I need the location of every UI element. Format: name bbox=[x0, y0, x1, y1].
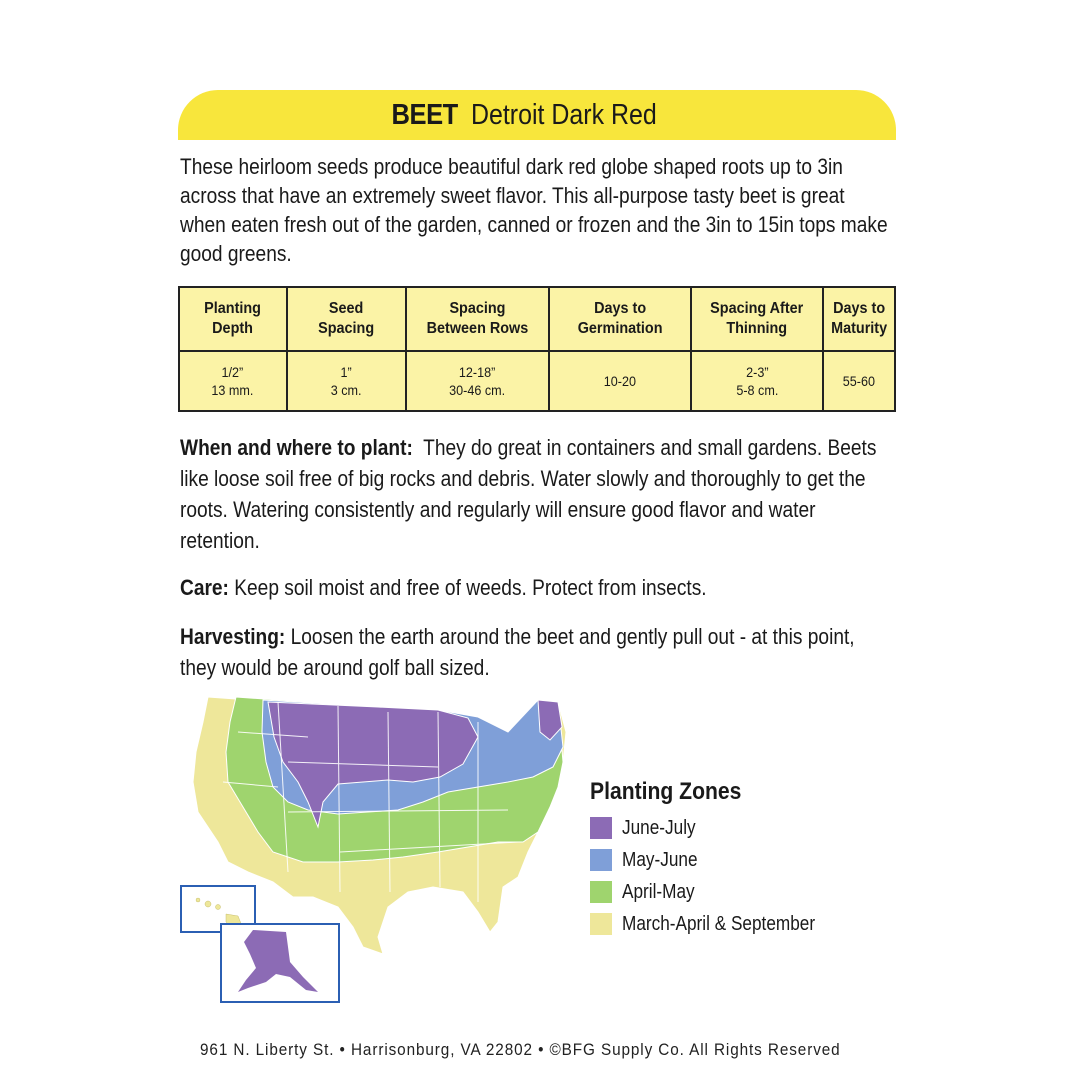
when-where-label: When and where to plant: bbox=[180, 435, 413, 460]
specs-value-cell: 1/2” 13 mm. bbox=[179, 351, 287, 411]
specs-value-cell: 2-3” 5-8 cm. bbox=[691, 351, 822, 411]
legend-item-june-july bbox=[590, 812, 890, 844]
legend-label: May-June bbox=[622, 848, 698, 871]
specs-value-row bbox=[179, 351, 895, 411]
planting-zone-map bbox=[178, 692, 598, 1004]
legend-item-april-may bbox=[590, 876, 890, 908]
specs-value-cell: 55-60 bbox=[823, 351, 895, 411]
care-section bbox=[180, 572, 893, 603]
specs-value-cell: 10-20 bbox=[549, 351, 691, 411]
us-map-graphic bbox=[178, 692, 598, 1004]
title-crop: BEET bbox=[391, 98, 459, 131]
legend-swatch bbox=[590, 849, 612, 871]
specs-header-cell: Planting Depth bbox=[179, 287, 287, 351]
care-label: Care: bbox=[180, 575, 229, 600]
specs-header-cell: Seed Spacing bbox=[287, 287, 406, 351]
legend-item-may-june bbox=[590, 844, 890, 876]
planting-specs-table bbox=[178, 286, 896, 412]
legend-swatch bbox=[590, 913, 612, 935]
title-banner bbox=[178, 90, 896, 140]
title-variety: Detroit Dark Red bbox=[470, 98, 657, 131]
harvesting-text: Loosen the earth around the beet and gently pull out - at this point, they would be around golf ball sized. bbox=[180, 624, 855, 680]
specs-header-row bbox=[179, 287, 895, 351]
legend-label: April-May bbox=[622, 880, 695, 903]
specs-header-cell: Spacing Between Rows bbox=[406, 287, 549, 351]
specs-header-cell: Spacing After Thinning bbox=[691, 287, 822, 351]
legend-label: June-July bbox=[622, 816, 696, 839]
intro-description: These heirloom seeds produce beautiful dark red globe shaped roots up to 3in across that have an extremely sweet flavor. This all-purpose tasty beet is great when eaten fresh out of the garden, canned or frozen and the 3in to 15in tops make good greens. bbox=[180, 154, 888, 266]
specs-header-cell: Days to Maturity bbox=[823, 287, 895, 351]
specs-value-cell: 12-18” 30-46 cm. bbox=[406, 351, 549, 411]
when-where-text: They do great in containers and small gardens. Beets like loose soil free of big rocks and debris. Water slowly and thoroughly to get the roots. Watering consistently and regularly will ensure good flavor and water retention. bbox=[180, 435, 877, 553]
legend-swatch bbox=[590, 817, 612, 839]
when-where-section bbox=[180, 432, 893, 556]
harvesting-section bbox=[180, 621, 893, 683]
care-text: Keep soil moist and free of weeds. Protect from insects. bbox=[234, 575, 707, 600]
legend-title: Planting Zones bbox=[590, 778, 742, 805]
specs-value-cell: 1” 3 cm. bbox=[287, 351, 406, 411]
legend-item-march-april-september bbox=[590, 908, 890, 940]
footer-address: 961 N. Liberty St. • Harrisonburg, VA 22802 • ©BFG Supply Co. All Rights Reserved bbox=[200, 1040, 841, 1059]
planting-zones-legend bbox=[590, 778, 890, 940]
legend-label: March-April & September bbox=[622, 912, 816, 935]
specs-header-cell: Days to Germination bbox=[549, 287, 691, 351]
harvesting-label: Harvesting: bbox=[180, 624, 286, 649]
legend-swatch bbox=[590, 881, 612, 903]
